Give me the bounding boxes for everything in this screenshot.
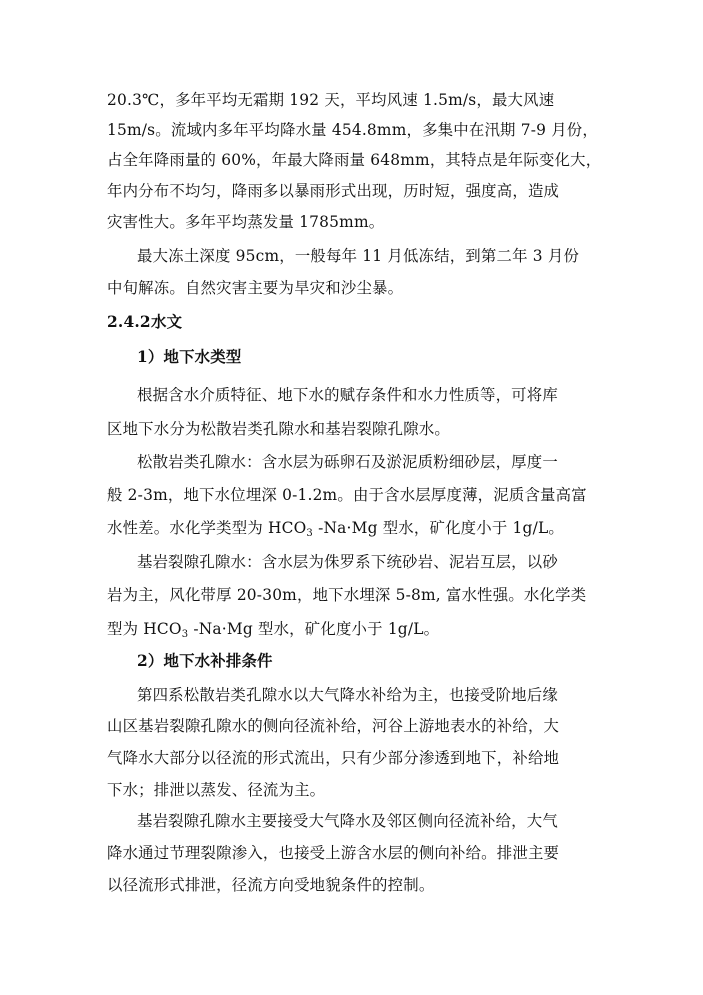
bedrock-line-3: [107, 618, 439, 640]
section-title: 水文: [151, 313, 183, 331]
quaternary-line-3: 气降水大部分以径流的形式流出，只有少部分渗透到地下，补给地: [107, 749, 560, 767]
gw-intro-line-1: 根据含水介质特征、地下水的赋存条件和水力性质等，可将库: [137, 386, 558, 404]
bedrock-line-2: 岩为主，风化带厚 20-30m，地下水埋深 5-8m, 富水性强。水化学类: [107, 586, 587, 604]
climate-line-5: 灾害性大。多年平均蒸发量 1785mm。: [107, 213, 385, 231]
quaternary-line-1: 第四系松散岩类孔隙水以大气降水补给为主，也接受阶地后缘: [137, 686, 558, 704]
quaternary-line-4: 下水；排泄以蒸发、径流为主。: [107, 781, 326, 799]
bedrock-line-3-rest: -Na·Mg 型水，矿化度小于 1g/L。: [188, 620, 440, 638]
loose-line-3-rest: -Na·Mg 型水，矿化度小于 1g/L。: [312, 519, 564, 537]
recharge-bedrock-line-1: 基岩裂隙孔隙水主要接受大气降水及邻区侧向径流补给，大气: [137, 812, 558, 830]
bedrock-line-3-text: 型为 HCO: [107, 620, 182, 638]
section-number: 2.4.2: [107, 313, 151, 331]
loose-line-2: 般 2-3m，地下水位埋深 0-1.2m。由于含水层厚度薄，泥质含量高富: [107, 486, 587, 504]
recharge-bedrock-line-2: 降水通过节理裂隙渗入，也接受上游含水层的侧向补给。排泄主要: [107, 844, 560, 862]
bedrock-line-1: 基岩裂隙孔隙水：含水层为侏罗系下统砂岩、泥岩互层，以砂: [137, 553, 558, 571]
loose-subscript: 3: [306, 528, 313, 539]
gw-intro-line-2: 区地下水分为松散岩类孔隙水和基岩裂隙孔隙水。: [107, 420, 450, 438]
climate-line-4: 年内分布不均匀，降雨多以暴雨形式出现，历时短，强度高，造成: [107, 182, 560, 200]
quaternary-line-2: 山区基岩裂隙孔隙水的侧向径流补给，河谷上游地表水的补给，大: [107, 717, 560, 735]
climate-line-2: 15m/s。流域内多年平均降水量 454.8mm，多集中在汛期 7-9 月份，: [107, 121, 598, 139]
climate-line-1: 20.3℃，多年平均无霜期 192 天，平均风速 1.5m/s，最大风速: [107, 91, 555, 109]
section-heading: [107, 311, 182, 333]
climate-line-3: 占全年降雨量的 60%，年最大降雨量 648mm，其特点是年际变化大，: [107, 151, 602, 169]
recharge-bedrock-line-3: 以径流形式排泄，径流方向受地貌条件的控制。: [107, 876, 435, 894]
frost-line-1: 最大冻土深度 95cm，一般每年 11 月低冻结，到第二年 3 月份: [137, 247, 580, 265]
recharge-heading: 2）地下水补排条件: [137, 652, 273, 670]
loose-line-1: 松散岩类孔隙水：含水层为砾卵石及淤泥质粉细砂层，厚度一: [137, 453, 558, 471]
loose-line-3: [107, 517, 564, 539]
bedrock-subscript: 3: [181, 629, 189, 640]
frost-line-2: 中旬解冻。自然灾害主要为旱灾和沙尘暴。: [107, 279, 404, 297]
groundwater-types-heading: 1）地下水类型: [137, 348, 242, 366]
loose-line-3-text: 水性差。水化学类型为 HCO: [107, 519, 307, 537]
